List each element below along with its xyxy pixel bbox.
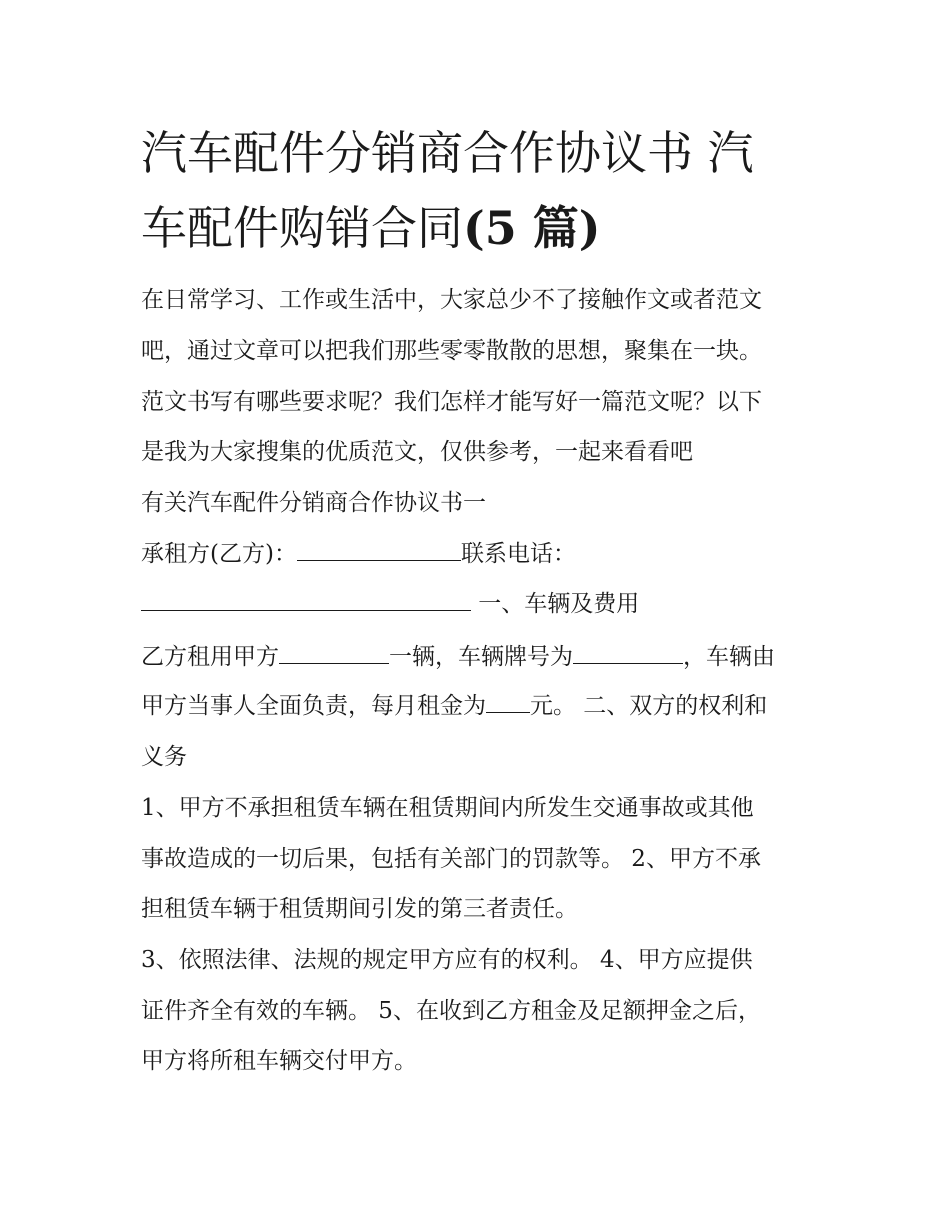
intro-line: 吧，通过文章可以把我们那些零零散散的思想，聚集在一块。 (141, 338, 762, 364)
intro-line: 范文书写有哪些要求呢？我们怎样才能写好一篇范文呢？以下 (141, 389, 762, 415)
clause-line: 甲方将所租车辆交付甲方。 (141, 1048, 417, 1074)
clause-line: 担租赁车辆于租赁期间引发的第三者责任。 (141, 896, 578, 922)
phone-label: 联系电话： (460, 541, 576, 567)
lessee-line (141, 538, 576, 570)
lessee-label: 承租方(乙方)： (141, 541, 297, 567)
rent-line-3: 义务 (141, 744, 187, 770)
section1-heading: 一、车辆及费用 (471, 591, 640, 617)
title-count: (5 篇) (463, 201, 601, 255)
vehicle-blank (279, 641, 389, 664)
rent-amount-blank (486, 690, 530, 713)
clause-line: 证件齐全有效的车辆。 5、在收到乙方租金及足额押金之后， (141, 998, 761, 1024)
clause-line: 3、依照法律、法规的规定甲方应有的权利。 4、甲方应提供 (141, 947, 753, 973)
plate-blank (573, 641, 683, 664)
rent-text-b: 一辆，车辆牌号为 (389, 644, 573, 670)
phone-line (141, 588, 639, 620)
intro-line: 是我为大家搜集的优质范文，仅供参考，一起来看看吧 (141, 439, 693, 465)
title-line-2: 车配件购销合同 (141, 201, 463, 255)
rent-text-c: ，车辆由 (683, 644, 775, 670)
clause-line: 1、甲方不承担租赁车辆在租赁期间内所发生交通事故或其他 (141, 795, 754, 821)
intro-line: 在日常学习、工作或生活中，大家总少不了接触作文或者范文 (141, 287, 762, 313)
rent-text-a: 乙方租用甲方 (141, 644, 279, 670)
rent-text-d: 甲方当事人全面负责，每月租金为 (141, 693, 486, 719)
clause-line: 事故造成的一切后果，包括有关部门的罚款等。 2、甲方不承 (141, 846, 761, 872)
rent-line-2 (141, 690, 767, 722)
lessee-blank (297, 538, 461, 561)
document-title (141, 116, 821, 266)
section-heading: 有关汽车配件分销商合作协议书一 (141, 490, 486, 516)
rent-line (141, 641, 775, 673)
phone-blank (141, 588, 471, 611)
rent-text-e: 元。 二、双方的权利和 (530, 693, 768, 719)
title-line-1: 汽车配件分销商合作协议书 汽 (141, 126, 754, 180)
